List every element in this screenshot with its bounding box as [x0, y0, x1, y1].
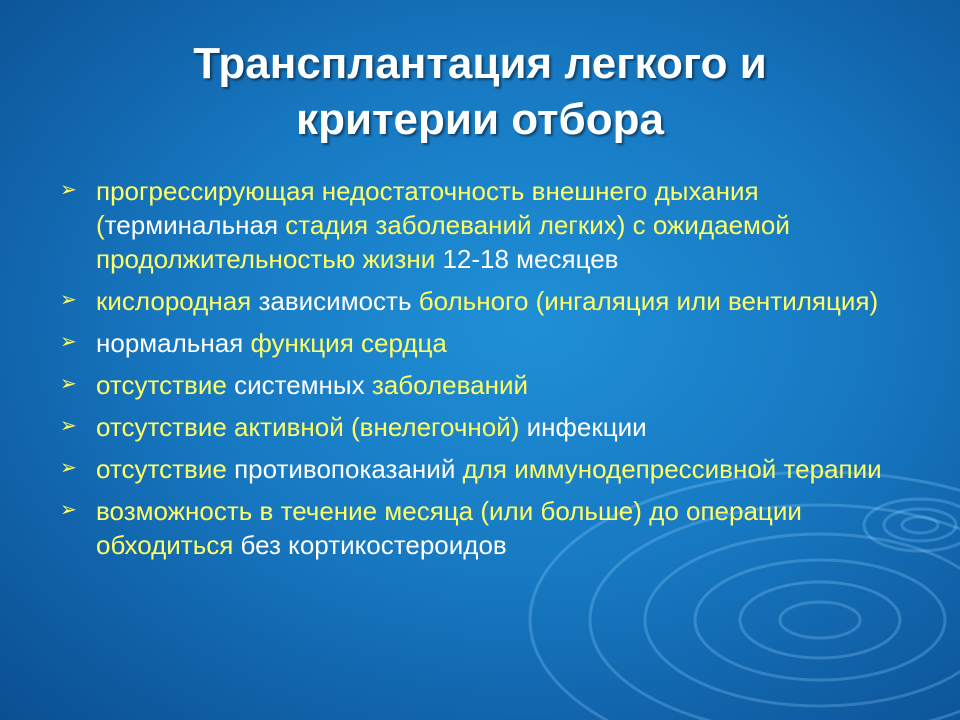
criteria-text [96, 368, 900, 402]
title-line-1: Трансплантация легкого и [193, 39, 767, 88]
criteria-text [96, 452, 900, 486]
text-segment: противопоказаний [234, 454, 456, 484]
criteria-text [96, 410, 900, 444]
arrow-bullet-icon: ➢ [60, 415, 77, 437]
criteria-text [96, 284, 900, 318]
text-segment: кислородная [96, 286, 259, 316]
criteria-item [60, 368, 900, 402]
criteria-text [96, 174, 900, 276]
criteria-item [60, 174, 900, 276]
text-segment: системных [234, 370, 365, 400]
text-segment: отсутствие активной (внелегочной) [96, 412, 527, 442]
slide-title [80, 36, 880, 148]
criteria-item [60, 284, 900, 318]
text-segment: больного (ингаляция или вентиляция) [411, 286, 879, 316]
text-segment: для иммунодепрессивной терапии [455, 454, 882, 484]
criteria-text [96, 494, 900, 562]
text-segment: 12-18 месяцев [442, 244, 619, 274]
text-segment: функция сердца [250, 328, 447, 358]
criteria-text [96, 326, 900, 360]
text-segment: стадия заболеваний легких) с ожидаемой продолжительностью жизни [96, 210, 790, 274]
text-segment: отсутствие [96, 454, 235, 484]
arrow-bullet-icon: ➢ [60, 289, 77, 311]
arrow-bullet-icon: ➢ [60, 457, 77, 479]
title-line-2: критерии отбора [296, 95, 664, 144]
text-segment: без кортикостероидов [240, 530, 507, 560]
text-segment: инфекции [526, 412, 647, 442]
criteria-item [60, 494, 900, 562]
criteria-item [60, 410, 900, 444]
text-segment: зависимость [258, 286, 412, 316]
criteria-item [60, 326, 900, 360]
text-segment: заболеваний [364, 370, 528, 400]
arrow-bullet-icon: ➢ [60, 499, 77, 521]
text-segment: прогрессирующая недостаточность внешнего дыхания ( [96, 176, 759, 240]
arrow-bullet-icon: ➢ [60, 373, 77, 395]
criteria-item [60, 452, 900, 486]
text-segment: возможность в течение месяца (или больше) до операции обходиться [96, 496, 802, 560]
text-segment: терминальная [104, 210, 279, 240]
text-segment: отсутствие [96, 370, 235, 400]
text-segment: нормальная [96, 328, 251, 358]
criteria-list [60, 174, 900, 570]
arrow-bullet-icon: ➢ [60, 331, 77, 353]
arrow-bullet-icon: ➢ [60, 179, 77, 201]
